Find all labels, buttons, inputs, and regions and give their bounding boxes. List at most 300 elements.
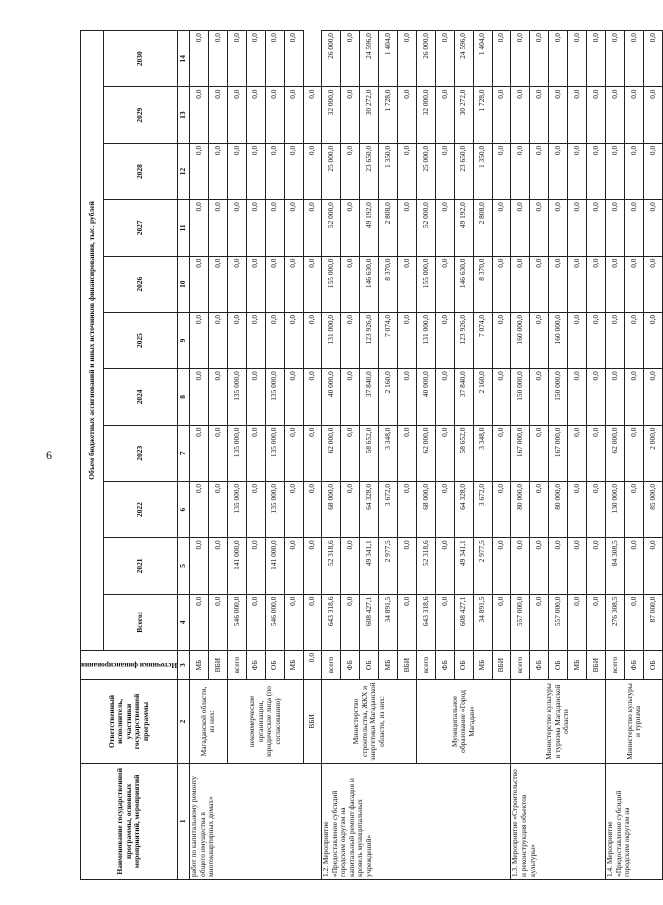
year-value: 131 000,0 [322, 312, 341, 368]
year-value: 146 630,0 [360, 256, 379, 312]
funding-source: МБ [473, 650, 492, 679]
year-value: 0,0 [549, 87, 568, 143]
year-value: 1 404,0 [473, 31, 492, 88]
year-value: 80 000,0 [549, 481, 568, 537]
year-value: 49 341,1 [360, 538, 379, 594]
year-value: 0,0 [549, 256, 568, 312]
year-value: 0,0 [643, 538, 662, 594]
year-value: 2 808,0 [473, 200, 492, 256]
year-value: 0,0 [190, 538, 209, 594]
year-value: 0,0 [341, 31, 360, 88]
total-value: 0,0 [624, 594, 643, 650]
year-value: 0,0 [398, 256, 417, 312]
year-value: 0,0 [624, 200, 643, 256]
year-value: 0,0 [246, 256, 265, 312]
year-value: 0,0 [208, 312, 227, 368]
funding-source: МБ [190, 650, 209, 679]
total-value: 34 891,5 [379, 594, 398, 650]
year-value: 0,0 [530, 87, 549, 143]
year-value: 0,0 [549, 143, 568, 199]
year-value: 135 000,0 [227, 481, 246, 537]
year-value: 26 000,0 [416, 31, 435, 88]
year-value: 0,0 [492, 256, 511, 312]
year-value: 0,0 [511, 31, 530, 88]
year-value: 0,0 [568, 425, 587, 481]
year-value: 0,0 [530, 256, 549, 312]
year-value: 3 672,0 [379, 481, 398, 537]
year-value: 68 000,0 [322, 481, 341, 537]
year-value: 131 000,0 [416, 312, 435, 368]
header-year: 2021 [104, 538, 178, 594]
year-value: 130 000,0 [606, 481, 625, 537]
year-value: 3 348,0 [473, 425, 492, 481]
year-value: 167 000,0 [549, 425, 568, 481]
year-value: 0,0 [246, 87, 265, 143]
funding-source: ВБИ [492, 650, 511, 679]
funding-source: всего [606, 650, 625, 679]
year-value: 3 672,0 [473, 481, 492, 537]
year-value: 0,0 [568, 369, 587, 425]
year-value: 0,0 [530, 369, 549, 425]
total-value: 643 318,6 [416, 594, 435, 650]
total-value: 0,0 [568, 594, 587, 650]
table-row [606, 31, 625, 880]
page-number: 6 [46, 448, 52, 462]
total-value: 0,0 [246, 594, 265, 650]
year-value: 0,0 [265, 143, 284, 199]
program-name: 1.3. Мероприятие «Строительство и реконструкция объектов культуры» [511, 763, 606, 879]
total-value: 34 891,5 [473, 594, 492, 650]
header-executor: Ответственный исполнитель, участники государственной программы [81, 680, 178, 763]
executor-name: Министерство культуры и туризма Магаданской области [511, 680, 606, 763]
year-value: 0,0 [208, 538, 227, 594]
year-value: 0,0 [303, 538, 322, 594]
year-value: 0,0 [435, 31, 454, 88]
year-value: 25 000,0 [416, 143, 435, 199]
header-source [81, 650, 178, 679]
year-value: 0,0 [606, 256, 625, 312]
year-value: 0,0 [341, 481, 360, 537]
year-value: 0,0 [398, 31, 417, 88]
total-value: 608 427,1 [454, 594, 473, 650]
funding-source: ВБИ [587, 650, 606, 679]
funding-source: ФБ [530, 650, 549, 679]
year-value: 0,0 [284, 425, 303, 481]
year-value: 0,0 [643, 87, 662, 143]
year-value: 0,0 [398, 312, 417, 368]
year-value: 0,0 [568, 87, 587, 143]
column-index: 7 [178, 425, 190, 481]
header-year: 2025 [104, 312, 178, 368]
year-value: 0,0 [549, 538, 568, 594]
year-value: 123 926,0 [454, 312, 473, 368]
column-index: 14 [178, 31, 190, 88]
year-value: 167 000,0 [511, 425, 530, 481]
year-value: 0,0 [190, 143, 209, 199]
year-value: 37 840,0 [454, 369, 473, 425]
year-value: 0,0 [624, 256, 643, 312]
year-value: 0,0 [398, 200, 417, 256]
year-value: 23 650,0 [360, 143, 379, 199]
year-value: 0,0 [587, 425, 606, 481]
year-value: 26 000,0 [322, 31, 341, 88]
year-value: 0,0 [398, 369, 417, 425]
year-value: 146 630,0 [454, 256, 473, 312]
header-year: 2028 [104, 143, 178, 199]
year-value: 0,0 [435, 369, 454, 425]
funding-source: ВБИ [303, 680, 322, 763]
year-value: 0,0 [208, 200, 227, 256]
total-value: 546 000,0 [265, 594, 284, 650]
year-value: 0,0 [246, 31, 265, 88]
year-value: 0,0 [208, 256, 227, 312]
year-value: 40 000,0 [416, 369, 435, 425]
year-value: 0,0 [435, 538, 454, 594]
year-value: 23 650,0 [454, 143, 473, 199]
year-value: 0,0 [341, 200, 360, 256]
funding-source: ФБ [341, 650, 360, 679]
total-value: 0,0 [341, 594, 360, 650]
year-value: 0,0 [511, 200, 530, 256]
year-value: 0,0 [435, 256, 454, 312]
year-value: 1 350,0 [473, 143, 492, 199]
year-value: 0,0 [284, 143, 303, 199]
program-name: 1.4. Мероприятие «Предоставление субсидий городским округам на [606, 763, 663, 879]
year-value: 0,0 [303, 369, 322, 425]
year-value: 0,0 [341, 538, 360, 594]
year-value: 58 652,0 [454, 425, 473, 481]
year-value: 135 000,0 [265, 369, 284, 425]
column-index: 2 [178, 680, 190, 763]
year-value: 0,0 [303, 481, 322, 537]
year-value: 0,0 [341, 425, 360, 481]
column-index: 10 [178, 256, 190, 312]
funding-table [80, 30, 663, 880]
year-value: 2 160,0 [473, 369, 492, 425]
year-value: 0,0 [246, 369, 265, 425]
funding-source: ФБ [624, 650, 643, 679]
year-value: 2 000,0 [643, 425, 662, 481]
funding-source: ОБ [643, 650, 662, 679]
header-year: 2022 [104, 481, 178, 537]
year-value: 0,0 [530, 425, 549, 481]
year-value: 0,0 [643, 143, 662, 199]
year-value: 0,0 [435, 87, 454, 143]
year-value: 0,0 [435, 312, 454, 368]
year-value: 0,0 [190, 369, 209, 425]
year-value: 0,0 [624, 87, 643, 143]
table-row [416, 31, 435, 880]
year-value: 0,0 [284, 312, 303, 368]
program-name: работ по капитальному ремонту общего имущества в многоквартирных домах» [190, 763, 322, 879]
year-value: 0,0 [624, 31, 643, 88]
funding-source: всего [511, 650, 530, 679]
year-value: 1 404,0 [379, 31, 398, 88]
year-value: 0,0 [606, 143, 625, 199]
funding-source: ФБ [435, 650, 454, 679]
year-value: 0,0 [284, 200, 303, 256]
column-index: 13 [178, 87, 190, 143]
year-value: 0,0 [190, 31, 209, 88]
year-value: 0,0 [208, 143, 227, 199]
year-value: 0,0 [643, 31, 662, 88]
program-name: 1.2. Мероприятие «Предоставление субсидий городским округам на капитальный ремонт фасадов и кровель муниципальных учреждений» [322, 763, 511, 879]
year-value: 0,0 [568, 538, 587, 594]
funding-source: ВБИ [398, 650, 417, 679]
year-value: 62 000,0 [606, 425, 625, 481]
total-value: 0,0 [398, 594, 417, 650]
header-year: 2029 [104, 87, 178, 143]
year-value: 150 000,0 [549, 369, 568, 425]
year-value: 0,0 [606, 31, 625, 88]
year-value: 84 308,5 [606, 538, 625, 594]
total-value: 0,0 [190, 594, 209, 650]
year-value: 0,0 [435, 481, 454, 537]
year-value: 52 000,0 [416, 200, 435, 256]
year-value: 0,0 [606, 200, 625, 256]
year-value: 0,0 [643, 256, 662, 312]
year-value: 0,0 [398, 87, 417, 143]
year-value: 30 272,0 [454, 87, 473, 143]
year-value: 0,0 [303, 256, 322, 312]
year-value: 0,0 [587, 256, 606, 312]
year-value: 0,0 [265, 256, 284, 312]
year-value: 0,0 [190, 481, 209, 537]
funding-source: всего [416, 650, 435, 679]
year-value: 0,0 [606, 369, 625, 425]
year-value: 0,0 [341, 87, 360, 143]
year-value: 0,0 [643, 312, 662, 368]
funding-source: ОБ [454, 650, 473, 679]
executor-name: Министерство культуры и туризма [606, 680, 663, 763]
year-value: 0,0 [265, 87, 284, 143]
year-value: 123 926,0 [360, 312, 379, 368]
year-value: 0,0 [284, 538, 303, 594]
column-index: 4 [178, 594, 190, 650]
year-value: 150 000,0 [511, 369, 530, 425]
year-value: 155 000,0 [416, 256, 435, 312]
funding-source: ОБ [360, 650, 379, 679]
table-row [227, 31, 246, 880]
year-value: 0,0 [624, 312, 643, 368]
year-value: 0,0 [208, 87, 227, 143]
year-value: 0,0 [587, 200, 606, 256]
year-value: 0,0 [246, 425, 265, 481]
year-value: 135 000,0 [227, 369, 246, 425]
year-value: 0,0 [246, 143, 265, 199]
year-value: 0,0 [398, 481, 417, 537]
funding-source: МБ [284, 650, 303, 679]
year-value: 141 000,0 [265, 538, 284, 594]
year-value: 0,0 [530, 312, 549, 368]
total-value: 0,0 [284, 594, 303, 650]
header-funding: Объем бюджетных ассигнований и иных источников финансирования, тыс. рублей [81, 31, 104, 651]
column-index: 11 [178, 200, 190, 256]
year-value: 0,0 [190, 256, 209, 312]
year-value: 0,0 [435, 143, 454, 199]
table-row [190, 31, 209, 880]
year-value: 0,0 [587, 538, 606, 594]
header-year: 2023 [104, 425, 178, 481]
year-value: 0,0 [303, 200, 322, 256]
year-value: 58 652,0 [360, 425, 379, 481]
executor-name: Магаданской области, из них: [190, 680, 228, 763]
year-value: 0,0 [624, 425, 643, 481]
funding-source: ФБ [246, 650, 265, 679]
executor-name: некоммерческие организации, юридические лица (по согласованию) [227, 680, 303, 763]
funding-source: МБ [568, 650, 587, 679]
year-value: 0,0 [341, 256, 360, 312]
year-value: 49 192,0 [360, 200, 379, 256]
header-year: 2030 [104, 31, 178, 88]
total-value: 0,0 [208, 594, 227, 650]
total-value: 0,0 [530, 594, 549, 650]
year-value: 3 348,0 [379, 425, 398, 481]
year-value: 0,0 [246, 312, 265, 368]
year-value: 2 977,5 [379, 538, 398, 594]
year-value: 68 000,0 [416, 481, 435, 537]
year-value: 52 318,6 [322, 538, 341, 594]
year-value: 0,0 [568, 312, 587, 368]
year-value: 0,0 [208, 425, 227, 481]
year-value: 1 350,0 [379, 143, 398, 199]
year-value: 0,0 [511, 538, 530, 594]
year-value: 0,0 [265, 200, 284, 256]
total-value: 87 000,0 [643, 594, 662, 650]
year-value: 0,0 [530, 200, 549, 256]
year-value: 0,0 [643, 369, 662, 425]
header-source-text: Источники финансирования [81, 661, 178, 671]
year-value: 155 000,0 [322, 256, 341, 312]
header-total: Всего: [104, 594, 178, 650]
year-value: 64 328,0 [360, 481, 379, 537]
year-value: 0,0 [530, 31, 549, 88]
year-value: 0,0 [530, 538, 549, 594]
year-value: 141 000,0 [227, 538, 246, 594]
year-value: 0,0 [284, 481, 303, 537]
year-value: 0,0 [530, 143, 549, 199]
year-value: 0,0 [492, 481, 511, 537]
column-index: 5 [178, 538, 190, 594]
column-index: 3 [178, 650, 190, 679]
year-value: 0,0 [492, 369, 511, 425]
year-value: 0,0 [587, 481, 606, 537]
year-value: 0,0 [587, 143, 606, 199]
year-value: 2 808,0 [379, 200, 398, 256]
year-value: 0,0 [398, 425, 417, 481]
year-value: 0,0 [303, 143, 322, 199]
year-value: 0,0 [624, 369, 643, 425]
funding-source: ОБ [549, 650, 568, 679]
total-value: 557 000,0 [511, 594, 530, 650]
year-value: 49 192,0 [454, 200, 473, 256]
year-value: 49 341,1 [454, 538, 473, 594]
year-value: 0,0 [341, 312, 360, 368]
funding-source: ВБИ [208, 650, 227, 679]
year-value: 0,0 [284, 369, 303, 425]
year-value: 0,0 [265, 31, 284, 88]
year-value: 0,0 [227, 31, 246, 88]
year-value: 62 000,0 [322, 425, 341, 481]
year-value: 0,0 [284, 256, 303, 312]
year-value: 52 000,0 [322, 200, 341, 256]
year-value: 0,0 [190, 312, 209, 368]
year-value: 7 074,0 [473, 312, 492, 368]
year-value: 0,0 [227, 256, 246, 312]
year-value: 40 000,0 [322, 369, 341, 425]
column-index: 9 [178, 312, 190, 368]
year-value: 0,0 [227, 87, 246, 143]
year-value: 0,0 [606, 87, 625, 143]
year-value: 32 000,0 [416, 87, 435, 143]
year-value: 0,0 [530, 481, 549, 537]
year-value: 0,0 [624, 143, 643, 199]
year-value: 160 000,0 [549, 312, 568, 368]
column-index: 8 [178, 369, 190, 425]
year-value: 135 000,0 [265, 425, 284, 481]
header-program: Наименование государственной программы, основных мероприятий, мероприятий [81, 763, 178, 879]
year-value: 0,0 [398, 143, 417, 199]
year-value: 0,0 [624, 481, 643, 537]
header-year: 2026 [104, 256, 178, 312]
year-value: 0,0 [246, 538, 265, 594]
year-value: 32 000,0 [322, 87, 341, 143]
year-value: 160 000,0 [511, 312, 530, 368]
year-value: 85 000,0 [643, 481, 662, 537]
year-value: 0,0 [190, 200, 209, 256]
year-value: 0,0 [303, 312, 322, 368]
total-value: 0,0 [492, 594, 511, 650]
year-value: 24 596,0 [360, 31, 379, 88]
column-index: 1 [178, 763, 190, 879]
year-value: 0,0 [511, 87, 530, 143]
year-value: 0,0 [568, 200, 587, 256]
year-value: 0,0 [227, 143, 246, 199]
total-value: 276 308,5 [606, 594, 625, 650]
total-value: 608 427,1 [360, 594, 379, 650]
year-value: 0,0 [492, 538, 511, 594]
executor-name: Муниципальное образование «Город Магадан» [416, 680, 511, 763]
total-value: 0,0 [587, 594, 606, 650]
year-value: 0,0 [284, 31, 303, 88]
total-value: 557 000,0 [549, 594, 568, 650]
year-value: 0,0 [190, 87, 209, 143]
year-value: 25 000,0 [322, 143, 341, 199]
year-value: 0,0 [341, 369, 360, 425]
year-value: 7 074,0 [379, 312, 398, 368]
rotated-page [80, 30, 657, 880]
year-value: 1 728,0 [379, 87, 398, 143]
year-value: 62 000,0 [416, 425, 435, 481]
year-value: 0,0 [492, 31, 511, 88]
year-value: 8 370,0 [473, 256, 492, 312]
year-value: 0,0 [549, 200, 568, 256]
year-value: 0,0 [284, 87, 303, 143]
year-value: 135 000,0 [265, 481, 284, 537]
year-value: 24 596,0 [454, 31, 473, 88]
year-value: 0,0 [435, 425, 454, 481]
executor-name: Министерство строительства, ЖКХ и энергетики Магаданской области, из них: [322, 680, 417, 763]
year-value: 0,0 [246, 200, 265, 256]
year-value: 1 728,0 [473, 87, 492, 143]
total-value: 0,0 [303, 650, 322, 679]
year-value: 0,0 [265, 312, 284, 368]
year-value: 0,0 [492, 87, 511, 143]
funding-source: МБ [379, 650, 398, 679]
total-value: 546 000,0 [227, 594, 246, 650]
funding-source: всего [322, 650, 341, 679]
year-value: 0,0 [208, 481, 227, 537]
